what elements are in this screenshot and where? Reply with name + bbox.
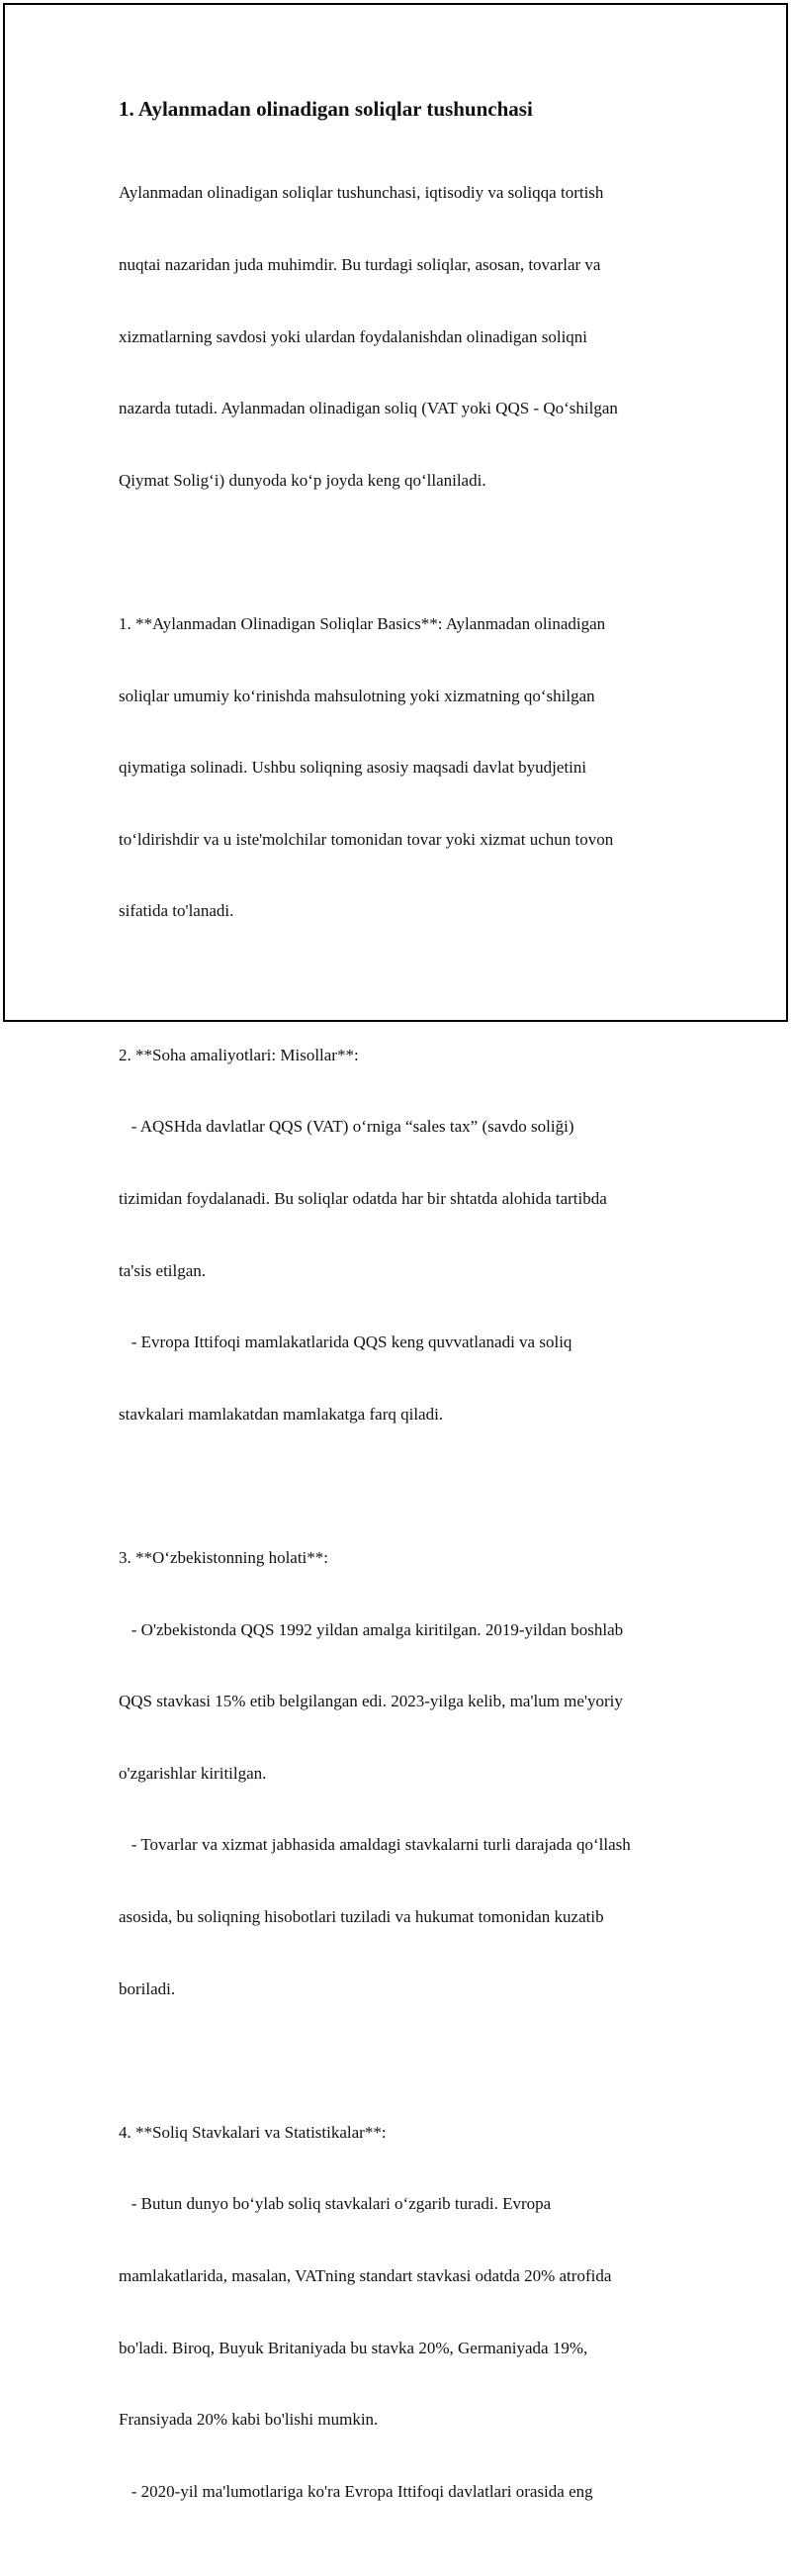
text-line: 1. **Aylanmadan Olinadigan Soliqlar Basics**: Aylanmadan olinadigan bbox=[119, 614, 606, 634]
text-line: 4. **Soliq Stavkalari va Statistikalar**: bbox=[119, 2122, 387, 2142]
text-line: tizimidan foydalanadi. Bu soliqlar odatda har bir shtatda alohida tartibda bbox=[119, 1188, 607, 1208]
text-line: soliqlar umumiy ko‘rinishda mahsulotning yoki xizmatning qo‘shilgan bbox=[119, 686, 595, 705]
section-title: 1. Aylanmadan olinadigan soliqlar tushunchasi bbox=[119, 97, 533, 121]
text-line: - Butun dunyo bo‘ylab soliq stavkalari o‘zgarib turadi. Evropa bbox=[119, 2194, 552, 2214]
uzbekistan-paragraph bbox=[119, 1499, 692, 2050]
text-line: sifatida to'lanadi. bbox=[119, 901, 234, 921]
text-line: 2. **Soha amaliyotlari: Misollar**: bbox=[119, 1045, 359, 1064]
text-line: - O'zbekistonda QQS 1992 yildan amalga kiritilgan. 2019-yildan boshlab bbox=[119, 1619, 624, 1639]
text-line: - Evropa Ittifoqi mamlakatlarida QQS keng quvvatlanadi va soliq bbox=[119, 1333, 572, 1352]
text-line: Qiymat Solig‘i) dunyoda ko‘p joyda keng qo‘llaniladi. bbox=[119, 470, 486, 490]
text-line: - 2020-yil ma'lumotlariga ko'ra Evropa Ittifoqi davlatlari orasida eng bbox=[119, 2481, 593, 2501]
rates-paragraph bbox=[119, 2072, 692, 2551]
text-line: ta'sis etilgan. bbox=[119, 1260, 207, 1280]
document-page bbox=[3, 3, 788, 2501]
text-line: Fransiyada 20% kabi bo'lishi mumkin. bbox=[119, 2410, 379, 2430]
basics-paragraph bbox=[119, 565, 692, 971]
examples-paragraph bbox=[119, 995, 692, 1474]
text-line: QQS stavkasi 15% etib belgilangan edi. 2023-yilga kelib, ma'lum me'yoriy bbox=[119, 1692, 623, 1711]
text-line: 3. **O‘zbekistonning holati**: bbox=[119, 1547, 329, 1567]
text-line: Aylanmadan olinadigan soliqlar tushunchasi, iqtisodiy va soliqqa tortish bbox=[119, 183, 604, 203]
text-line: asosida, bu soliqning hisobotlari tuziladi va hukumat tomonidan kuzatib bbox=[119, 1906, 604, 1926]
intro-paragraph bbox=[119, 134, 692, 540]
text-line: to‘ldirishdir va u iste'molchilar tomonidan tovar yoki xizmat uchun tovon bbox=[119, 829, 614, 849]
text-line: boriladi. bbox=[119, 1978, 176, 1998]
text-line: qiymatiga solinadi. Ushbu soliqning asosiy maqsadi davlat byudjetini bbox=[119, 758, 587, 778]
text-line: stavkalari mamlakatdan mamlakatga farq qiladi. bbox=[119, 1404, 444, 1424]
text-line: nuqtai nazaridan juda muhimdir. Bu turdagi soliqlar, asosan, tovarlar va bbox=[119, 255, 601, 275]
text-line: o'zgarishlar kiritilgan. bbox=[119, 1763, 267, 1783]
text-line: - AQSHda davlatlar QQS (VAT) o‘rniga “sales tax” (savdo soliği) bbox=[119, 1117, 574, 1137]
text-line: bo'ladi. Biroq, Buyuk Britaniyada bu stavka 20%, Germaniyada 19%, bbox=[119, 2338, 588, 2357]
text-line: nazarda tutadi. Aylanmadan olinadigan soliq (VAT yoki QQS - Qo‘shilgan bbox=[119, 399, 618, 418]
document-content bbox=[119, 96, 692, 2576]
text-line: xizmatlarning savdosi yoki ulardan foydalanishdan olinadigan soliqni bbox=[119, 326, 588, 346]
text-line: mamlakatlarida, masalan, VATning standart stavkasi odatda 20% atrofida bbox=[119, 2266, 612, 2286]
text-line: - Tovarlar va xizmat jabhasida amaldagi stavkalarni turli darajada qo‘llash bbox=[119, 1835, 631, 1855]
